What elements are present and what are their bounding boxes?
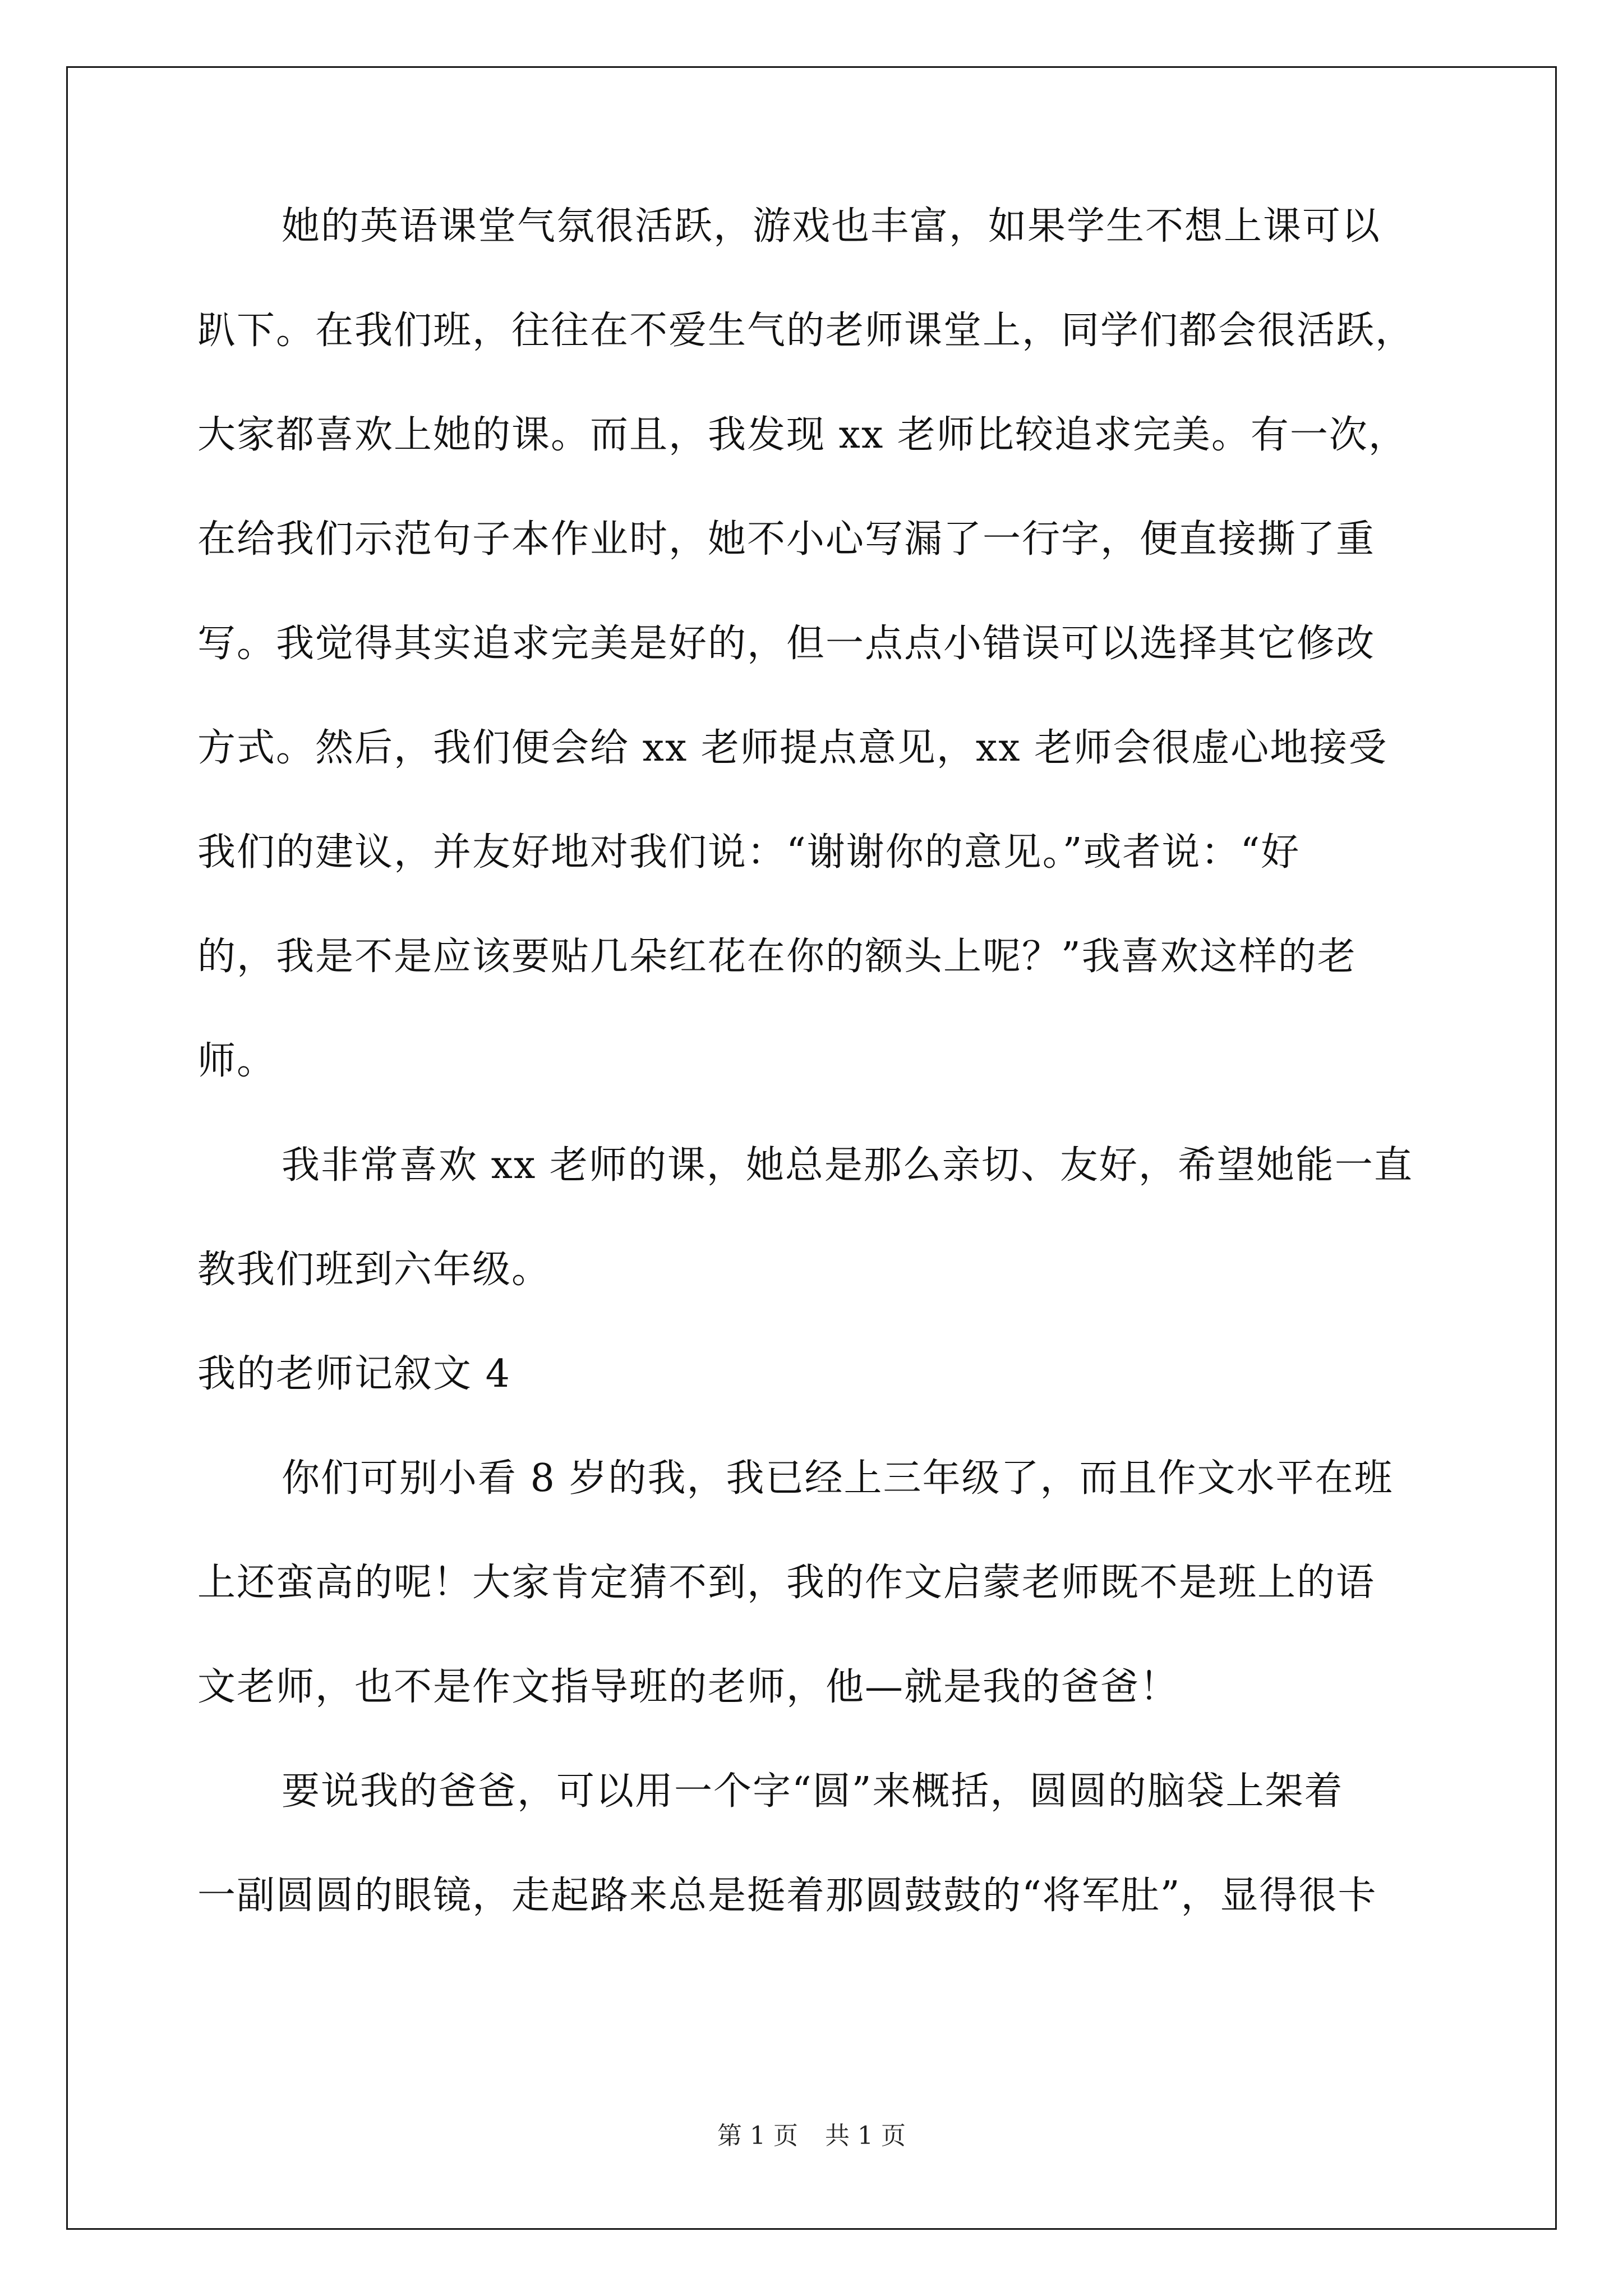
text-line: 我们的建议，并友好地对我们说：“谢谢你的意见。”或者说：“好 bbox=[197, 830, 1301, 875]
text-line: 在给我们示范句子本作业时，她不小心写漏了一行字，便直接撕了重 bbox=[197, 517, 1376, 562]
text-line: 写。我觉得其实追求完美是好的，但一点点小错误可以选择其它修改 bbox=[197, 622, 1376, 666]
text-line: 文老师，也不是作文指导班的老师，他—就是我的爸爸！ bbox=[197, 1665, 1179, 1709]
text-line: 上还蛮高的呢！大家肯定猜不到，我的作文启蒙老师既不是班上的语 bbox=[197, 1561, 1376, 1605]
page-number: 第 1 页 bbox=[717, 2122, 798, 2150]
text-line: 教我们班到六年级。 bbox=[197, 1248, 551, 1292]
text-line: 你们可别小看 8 岁的我，我已经上三年级了，而且作文水平在班 bbox=[282, 1456, 1394, 1501]
text-line: 的，我是不是应该要贴几朵红花在你的额头上呢？”我喜欢这样的老 bbox=[197, 935, 1357, 979]
section-heading: 我的老师记叙文 4 bbox=[197, 1352, 511, 1396]
text-line: 方式。然后，我们便会给 xx 老师提点意见，xx 老师会很虚心地接受 bbox=[197, 726, 1388, 770]
page-total: 共 1 页 bbox=[825, 2122, 906, 2150]
text-line: 趴下。在我们班，往往在不爱生气的老师课堂上，同学们都会很活跃， bbox=[197, 309, 1415, 353]
text-line: 大家都喜欢上她的课。而且，我发现 xx 老师比较追求完美。有一次， bbox=[197, 413, 1408, 457]
text-line: 她的英语课堂气氛很活跃，游戏也丰富，如果学生不想上课可以 bbox=[282, 204, 1381, 249]
text-line: 要说我的爸爸，可以用一个字“圆”来概括，圆圆的脑袋上架着 bbox=[282, 1769, 1344, 1814]
page-footer bbox=[0, 2120, 1623, 2152]
text-line: 一副圆圆的眼镜，走起路来总是挺着那圆鼓鼓的“将军肚”，显得很卡 bbox=[197, 1874, 1377, 1918]
text-line: 师。 bbox=[197, 1039, 276, 1083]
document-body bbox=[197, 202, 1431, 1976]
text-line: 我非常喜欢 xx 老师的课，她总是那么亲切、友好，希望她能一直 bbox=[282, 1143, 1413, 1188]
